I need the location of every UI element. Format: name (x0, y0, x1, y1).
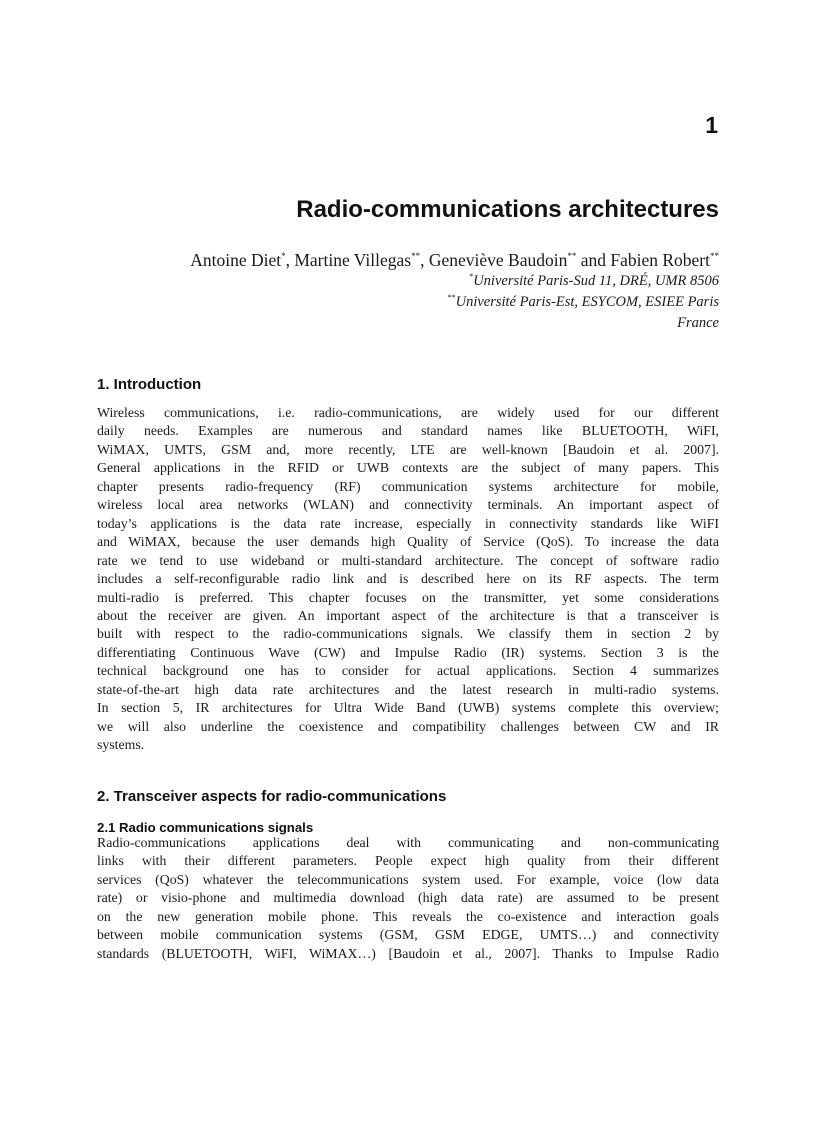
author-affiliation-mark: ** (567, 251, 577, 262)
text-line: services (QoS) whatever the telecommunications system used. For example, voice (low data (97, 871, 719, 887)
text-line: Radio-communications applications deal with communicating and non-communicating (97, 835, 719, 850)
subsection-heading-signals: 2.1 Radio communications signals (97, 820, 314, 835)
section-heading-introduction: 1. Introduction (97, 376, 202, 393)
text-line: rate) or visio-phone and multimedia download (high data rate) are assumed to be present (97, 890, 719, 906)
author-separator: , (420, 250, 429, 270)
affiliation-text: Université Paris-Sud 11, DRÉ, UMR 8506 (473, 273, 719, 289)
text-line: links with their different parameters. People expect high quality from their different (97, 853, 719, 869)
text-line: between mobile communication systems (GSM, GSM EDGE, UMTS…) and connectivity (97, 927, 719, 943)
section-heading-transceiver: 2. Transceiver aspects for radio-communications (97, 788, 447, 805)
text-line: Wireless communications, i.e. radio-communications, are widely used for our different (97, 405, 719, 420)
text-line: and WiMAX, because the user demands high Quality of Service (QoS). To increase the data (97, 534, 719, 550)
text-line: we will also underline the coexistence and compatibility challenges between CW and IR (97, 718, 719, 734)
text-line: rate we tend to use wideband or multi-standard architecture. The concept of software radio (97, 552, 719, 568)
text-line: General applications in the RFID or UWB contexts are the subject of many papers. This (97, 460, 719, 476)
signals-paragraph (97, 834, 719, 963)
text-line: chapter presents radio-frequency (RF) communication systems architecture for mobile, (97, 478, 719, 494)
author-separator: , (285, 250, 295, 270)
text-line: wireless local area networks (WLAN) and connectivity terminals. An important aspect of (97, 497, 719, 513)
text-line: about the receiver are given. An important aspect of the architecture is that a transceiver is (97, 607, 719, 623)
affiliation (469, 273, 719, 290)
text-line: In section 5, IR architectures for Ultra Wide Band (UWB) systems complete this overview; (97, 700, 719, 716)
text-line: standards (BLUETOOTH, WiFI, WiMAX…) [Baudoin et al., 2007]. Thanks to Impulse Radio (97, 945, 719, 961)
text-line: state-of-the-art high data rate architectures and the latest research in multi-radio systems. (97, 681, 719, 697)
affiliation-text: France (677, 315, 719, 331)
affiliation-country (677, 315, 719, 332)
author-affiliation-mark: * (281, 251, 286, 262)
author-name: Geneviève Baudoin (428, 250, 568, 270)
text-line: on the new generation mobile phone. This reveals the co-existence and interaction goals (97, 908, 719, 924)
text-line: today’s applications is the data rate increase, especially in connectivity standards like WiFI (97, 515, 719, 531)
text-line: WiMAX, UMTS, GSM and, more recently, LTE are well-known [Baudoin et al. 2007]. (97, 441, 719, 457)
author-name: Antoine Diet (190, 250, 282, 270)
author-list (190, 250, 719, 271)
text-line: multi-radio is preferred. This chapter focuses on the transmitter, yet some considerations (97, 589, 719, 605)
author-affiliation-mark: ** (710, 251, 719, 262)
text-line: includes a self-reconfigurable radio link and is described here on its RF aspects. The term (97, 571, 719, 587)
affiliation-mark: * (469, 272, 474, 282)
affiliation-mark: ** (447, 293, 456, 303)
text-line: technical background one has to consider for actual applications. Section 4 summarizes (97, 663, 719, 679)
introduction-paragraph (97, 404, 719, 755)
text-line: built with respect to the radio-communications signals. We classify them in section 2 by (97, 626, 719, 642)
chapter-number: 1 (705, 112, 718, 138)
text-line: daily needs. Examples are numerous and standard names like BLUETOOTH, WiFI, (97, 423, 719, 439)
text-line: systems. (97, 737, 145, 753)
text-line: differentiating Continuous Wave (CW) and Impulse Radio (IR) systems. Section 3 is the (97, 644, 719, 660)
author-name: Martine Villegas (294, 250, 412, 270)
affiliation (448, 294, 719, 311)
author-affiliation-mark: ** (411, 251, 421, 262)
author-name: Fabien Robert (610, 250, 710, 270)
affiliation-text: Université Paris-Est, ESYCOM, ESIEE Paris (455, 294, 719, 310)
chapter-title: Radio-communications architectures (296, 196, 719, 223)
author-separator: and (576, 250, 611, 270)
